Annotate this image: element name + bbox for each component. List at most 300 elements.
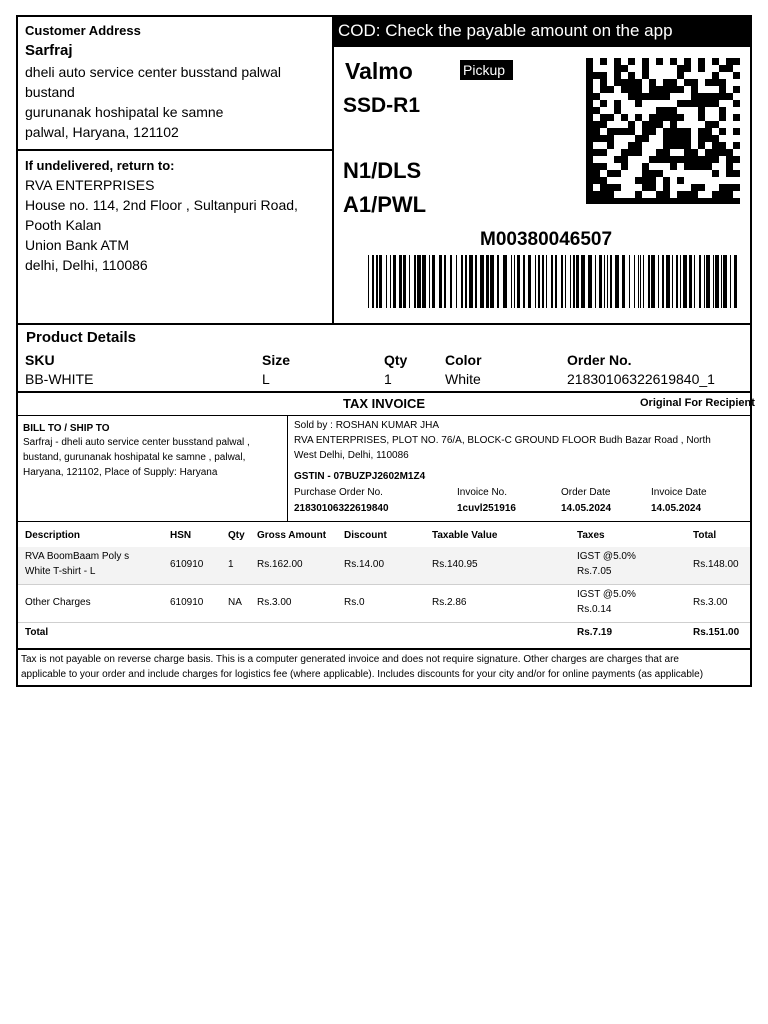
qr-module	[642, 184, 649, 191]
barcode-bar	[432, 255, 435, 308]
qr-module	[712, 79, 719, 86]
barcode-bar	[414, 255, 416, 308]
qr-module	[712, 156, 719, 163]
bill-to-line: Sarfraj - dheli auto service center busstand palwal ,	[23, 437, 250, 448]
qr-module	[614, 128, 621, 135]
qr-module	[600, 100, 607, 107]
barcode-bar	[535, 255, 536, 308]
barcode-bar	[409, 255, 410, 308]
barcode-bar	[379, 255, 382, 308]
qr-module	[600, 163, 607, 170]
barcode-bar	[456, 255, 457, 308]
qr-module	[621, 149, 628, 156]
qr-module	[698, 184, 705, 191]
barcode-bar	[576, 255, 579, 308]
qr-module	[712, 149, 719, 156]
qr-module	[719, 184, 726, 191]
barcode-bar	[429, 255, 430, 308]
barcode-bar	[734, 255, 737, 308]
qr-module	[614, 107, 621, 114]
return-address-line: delhi, Delhi, 110086	[25, 257, 148, 273]
qr-module	[677, 114, 684, 121]
qr-module	[649, 79, 656, 86]
qr-module	[705, 121, 712, 128]
barcode-bar	[640, 255, 641, 308]
qr-module	[628, 93, 635, 100]
qr-module	[586, 121, 593, 128]
qr-module	[705, 100, 712, 107]
qr-module	[726, 156, 733, 163]
qr-module	[649, 156, 656, 163]
qr-module	[726, 65, 733, 72]
qr-module	[600, 198, 607, 204]
qr-module	[684, 100, 691, 107]
barcode-bar	[721, 255, 722, 308]
footer-divider	[16, 648, 752, 650]
return-address-heading: If undelivered, return to:	[25, 158, 175, 173]
barcode-bar	[715, 255, 719, 308]
qr-module	[670, 163, 677, 170]
barcode-bar	[503, 255, 507, 308]
qr-module	[677, 128, 684, 135]
qr-module	[684, 191, 691, 198]
items-header-discount: Discount	[344, 530, 387, 541]
qr-module	[621, 128, 628, 135]
qr-module	[600, 114, 607, 121]
qr-module	[691, 79, 698, 86]
meta-label-order-date: Order Date	[561, 487, 611, 498]
qr-module	[698, 100, 705, 107]
bill-to-divider	[287, 416, 288, 522]
qr-module	[677, 86, 684, 93]
qr-module	[705, 156, 712, 163]
qr-module	[614, 79, 621, 86]
qr-module	[663, 191, 670, 198]
product-size: L	[262, 371, 270, 387]
qr-module	[614, 65, 621, 72]
qr-module	[691, 100, 698, 107]
qr-module	[635, 149, 642, 156]
barcode-bar	[723, 255, 727, 308]
qr-module	[663, 86, 670, 93]
qr-module	[677, 72, 684, 79]
qr-module	[670, 86, 677, 93]
barcode-bar	[528, 255, 531, 308]
qr-module	[649, 170, 656, 177]
qr-module	[593, 72, 600, 79]
qr-module	[684, 58, 691, 65]
meta-value-invoice-no: 1cuvl251916	[457, 503, 516, 514]
qr-module	[719, 128, 726, 135]
qr-module	[656, 114, 663, 121]
product-header-size: Size	[262, 352, 291, 368]
qr-module	[642, 135, 649, 142]
qr-module	[677, 142, 684, 149]
qr-module	[600, 72, 607, 79]
qr-module	[635, 86, 642, 93]
barcode-bar	[604, 255, 605, 308]
qr-module	[586, 58, 593, 65]
qr-module	[733, 72, 740, 79]
qr-module	[656, 156, 663, 163]
qr-module	[698, 163, 705, 170]
qr-module	[663, 135, 670, 142]
qr-module	[663, 142, 670, 149]
qr-module	[726, 191, 733, 198]
qr-module	[698, 128, 705, 135]
pickup-badge-text: Pickup	[463, 62, 506, 78]
qr-module	[586, 72, 593, 79]
qr-module	[656, 58, 663, 65]
qr-module	[607, 128, 614, 135]
barcode-bar	[368, 255, 369, 308]
qr-module	[733, 58, 740, 65]
qr-module	[593, 191, 600, 198]
qr-module	[712, 72, 719, 79]
qr-module	[607, 135, 614, 142]
barcode-bar	[610, 255, 612, 308]
qr-module	[719, 93, 726, 100]
items-header-description: Description	[25, 530, 81, 541]
total-taxes: Rs.7.19	[577, 627, 613, 638]
qr-module	[635, 135, 642, 142]
barcode-bar	[538, 255, 540, 308]
barcode-bar	[565, 255, 566, 308]
item-gross: Rs.3.00	[257, 597, 292, 608]
courier-name: Valmo	[345, 58, 413, 84]
product-details-heading: Product Details	[26, 329, 137, 346]
customer-address-line: palwal, Haryana, 121102	[25, 124, 179, 140]
qr-module	[670, 58, 677, 65]
product-sku: BB-WHITE	[25, 371, 94, 387]
footer-note-line: Tax is not payable on reverse charge basis. This is a computer generated invoice and does not require signature. Other charges are charges that are	[21, 654, 679, 665]
qr-module	[670, 156, 677, 163]
qr-module	[719, 149, 726, 156]
qr-module	[691, 93, 698, 100]
barcode-bar	[676, 255, 678, 308]
qr-module	[586, 65, 593, 72]
barcode-bar	[706, 255, 710, 308]
qr-module	[593, 198, 600, 204]
awb-number: M00380046507	[480, 229, 613, 250]
qr-module	[705, 163, 712, 170]
barcode-bar	[490, 255, 494, 308]
qr-module	[649, 198, 656, 204]
qr-module	[642, 72, 649, 79]
qr-module	[698, 156, 705, 163]
barcode-bar	[511, 255, 512, 308]
qr-module	[600, 135, 607, 142]
barcode-bar	[465, 255, 467, 308]
qr-module	[642, 128, 649, 135]
qr-module	[670, 128, 677, 135]
barcode-bar	[486, 255, 489, 308]
barcode-bar	[666, 255, 670, 308]
qr-module	[593, 135, 600, 142]
item-taxable: Rs.140.95	[432, 559, 478, 570]
total-label: Total	[25, 627, 49, 638]
qr-module	[670, 142, 677, 149]
qr-module	[635, 198, 642, 204]
item-total: Rs.148.00	[693, 559, 739, 570]
qr-module	[663, 79, 670, 86]
qr-module	[649, 114, 656, 121]
cod-banner	[333, 15, 752, 47]
barcode-bar	[376, 255, 378, 308]
qr-module	[642, 198, 649, 204]
qr-module	[649, 128, 656, 135]
customer-address-line: bustand	[25, 84, 75, 100]
barcode-bar	[403, 255, 406, 308]
qr-module	[607, 170, 614, 177]
qr-module	[586, 79, 593, 86]
qr-module	[593, 149, 600, 156]
qr-module	[586, 100, 593, 107]
qr-module	[593, 163, 600, 170]
qr-module	[684, 135, 691, 142]
qr-module	[719, 114, 726, 121]
product-color: White	[445, 371, 481, 387]
barcode-bar	[450, 255, 452, 308]
qr-module	[705, 135, 712, 142]
invoice-copy-label: Original For Recipient	[640, 397, 755, 409]
item-description: Other Charges	[25, 597, 91, 608]
qr-module	[586, 184, 593, 191]
qr-module	[621, 86, 628, 93]
product-order-no: 21830106322619840_1	[567, 371, 715, 387]
product-qty: 1	[384, 371, 392, 387]
qr-module	[649, 184, 656, 191]
barcode-bar	[689, 255, 692, 308]
qr-module	[628, 58, 635, 65]
qr-module	[719, 65, 726, 72]
qr-module	[733, 170, 740, 177]
qr-module	[614, 58, 621, 65]
qr-module	[642, 121, 649, 128]
qr-module	[621, 163, 628, 170]
items-header-gross: Gross Amount	[257, 530, 327, 541]
qr-module	[684, 79, 691, 86]
qr-module	[663, 107, 670, 114]
qr-module	[635, 191, 642, 198]
qr-module	[698, 142, 705, 149]
qr-module	[684, 163, 691, 170]
qr-module	[712, 170, 719, 177]
qr-module	[586, 135, 593, 142]
barcode-bar	[480, 255, 484, 308]
item-tax-rate: IGST @5.0%	[577, 589, 636, 600]
qr-module	[586, 156, 593, 163]
qr-module	[656, 170, 663, 177]
barcode-bar	[581, 255, 585, 308]
qr-module	[719, 142, 726, 149]
qr-module	[600, 149, 607, 156]
qr-module	[663, 156, 670, 163]
qr-module	[656, 93, 663, 100]
qr-module	[733, 198, 740, 204]
barcode-bar	[372, 255, 374, 308]
qr-module	[607, 191, 614, 198]
qr-module	[677, 100, 684, 107]
qr-module	[726, 149, 733, 156]
total-amount: Rs.151.00	[693, 627, 740, 638]
barcode-bar	[439, 255, 442, 308]
qr-module	[684, 65, 691, 72]
qr-module	[733, 128, 740, 135]
qr-module	[635, 114, 642, 121]
barcode-bar	[638, 255, 639, 308]
qr-module	[656, 107, 663, 114]
barcode-bar	[475, 255, 477, 308]
barcode-bar	[662, 255, 664, 308]
barcode-bar	[651, 255, 655, 308]
barcode-bar	[607, 255, 608, 308]
qr-module	[677, 65, 684, 72]
qr-module	[691, 156, 698, 163]
qr-module	[726, 184, 733, 191]
qr-module	[719, 79, 726, 86]
qr-module	[656, 149, 663, 156]
barcode-bar	[680, 255, 681, 308]
customer-address-line: dheli auto service center busstand palwal	[25, 64, 282, 80]
qr-module	[733, 156, 740, 163]
qr-module	[642, 177, 649, 184]
qr-module	[586, 93, 593, 100]
qr-module	[600, 86, 607, 93]
qr-module	[593, 121, 600, 128]
qr-module	[586, 149, 593, 156]
item-tax-rate: IGST @5.0%	[577, 551, 636, 562]
qr-module	[607, 198, 614, 204]
meta-label-invoice-date: Invoice Date	[651, 487, 707, 498]
address-divider	[16, 149, 333, 151]
barcode-bar	[422, 255, 426, 308]
qr-module	[607, 86, 614, 93]
qr-module	[642, 93, 649, 100]
qr-module	[712, 191, 719, 198]
qr-module	[642, 163, 649, 170]
barcode-bar	[658, 255, 659, 308]
qr-module	[719, 107, 726, 114]
barcode-bar	[599, 255, 602, 308]
seller-gstin: GSTIN - 07BUZPJ2602M1Z4	[294, 471, 426, 482]
qr-module	[586, 107, 593, 114]
row-divider	[18, 622, 750, 623]
qr-module	[677, 135, 684, 142]
qr-module	[705, 128, 712, 135]
qr-module	[670, 79, 677, 86]
meta-value-po: 21830106322619840	[294, 503, 389, 514]
qr-module	[635, 142, 642, 149]
qr-module	[586, 163, 593, 170]
qr-module	[726, 93, 733, 100]
barcode-bar	[444, 255, 446, 308]
label-column-divider	[332, 15, 334, 325]
return-address-line: House no. 114, 2nd Floor , Sultanpuri Road,	[25, 197, 298, 213]
barcode-bar	[417, 255, 421, 308]
qr-module	[698, 107, 705, 114]
qr-module	[600, 184, 607, 191]
qr-module	[691, 191, 698, 198]
product-header-qty: Qty	[384, 352, 408, 368]
qr-module	[635, 79, 642, 86]
qr-module	[733, 184, 740, 191]
item-description: RVA BoomBaam Poly s	[25, 551, 130, 562]
barcode-bar	[523, 255, 525, 308]
seller-address-line: RVA ENTERPRISES, PLOT NO. 76/A, BLOCK-C GROUND FLOOR Budh Bazar Road , North	[294, 435, 711, 446]
customer-name: Sarfraj	[25, 42, 73, 59]
qr-module	[593, 107, 600, 114]
qr-module	[733, 142, 740, 149]
qr-module	[593, 128, 600, 135]
qr-module	[663, 184, 670, 191]
qr-module	[670, 114, 677, 121]
qr-module	[670, 121, 677, 128]
barcode-bar	[648, 255, 650, 308]
barcode-bar	[386, 255, 387, 308]
qr-module	[691, 163, 698, 170]
qr-module	[621, 79, 628, 86]
product-header-order-no: Order No.	[567, 352, 632, 368]
qr-module	[677, 177, 684, 184]
qr-module	[684, 142, 691, 149]
qr-module	[691, 198, 698, 204]
qr-module	[733, 86, 740, 93]
footer-note-line: applicable to your order and include charges for logistics fee (where applicable). Includes discounts for your city and/or for online payments (as applicable)	[21, 669, 704, 680]
meta-value-order-date: 14.05.2024	[561, 503, 612, 514]
qr-module	[586, 191, 593, 198]
qr-module	[698, 93, 705, 100]
qr-module	[705, 79, 712, 86]
qr-module	[600, 79, 607, 86]
qr-module	[656, 86, 663, 93]
items-table-top-rule	[18, 521, 750, 522]
qr-module	[621, 114, 628, 121]
barcode-bar	[546, 255, 547, 308]
invoice-title-divider	[18, 415, 750, 416]
qr-module	[614, 156, 621, 163]
qr-module	[593, 177, 600, 184]
qr-module	[726, 198, 733, 204]
qr-module	[628, 149, 635, 156]
items-header-hsn: HSN	[170, 530, 192, 541]
qr-module	[712, 100, 719, 107]
qr-module	[698, 65, 705, 72]
item-hsn: 610910	[170, 559, 204, 570]
qr-module	[649, 177, 656, 184]
item-discount: Rs.0	[344, 597, 365, 608]
items-header-total: Total	[693, 530, 717, 541]
sort-code-primary: N1/DLS	[343, 158, 422, 183]
bill-to-line: bustand, gurunanak hoshipatal ke samne , palwal,	[23, 452, 246, 463]
qr-module	[670, 135, 677, 142]
qr-module	[628, 72, 635, 79]
qr-module	[614, 100, 621, 107]
customer-address-heading: Customer Address	[25, 23, 141, 38]
qr-module	[712, 93, 719, 100]
qr-module	[649, 121, 656, 128]
barcode-bar	[570, 255, 571, 308]
barcode-bar	[629, 255, 630, 308]
barcode-bar	[469, 255, 473, 308]
qr-module	[621, 198, 628, 204]
qr-module	[719, 86, 726, 93]
qr-module	[733, 114, 740, 121]
barcode-bar	[730, 255, 731, 308]
qr-module	[649, 93, 656, 100]
items-header-taxable: Taxable Value	[432, 530, 498, 541]
qr-module	[607, 114, 614, 121]
